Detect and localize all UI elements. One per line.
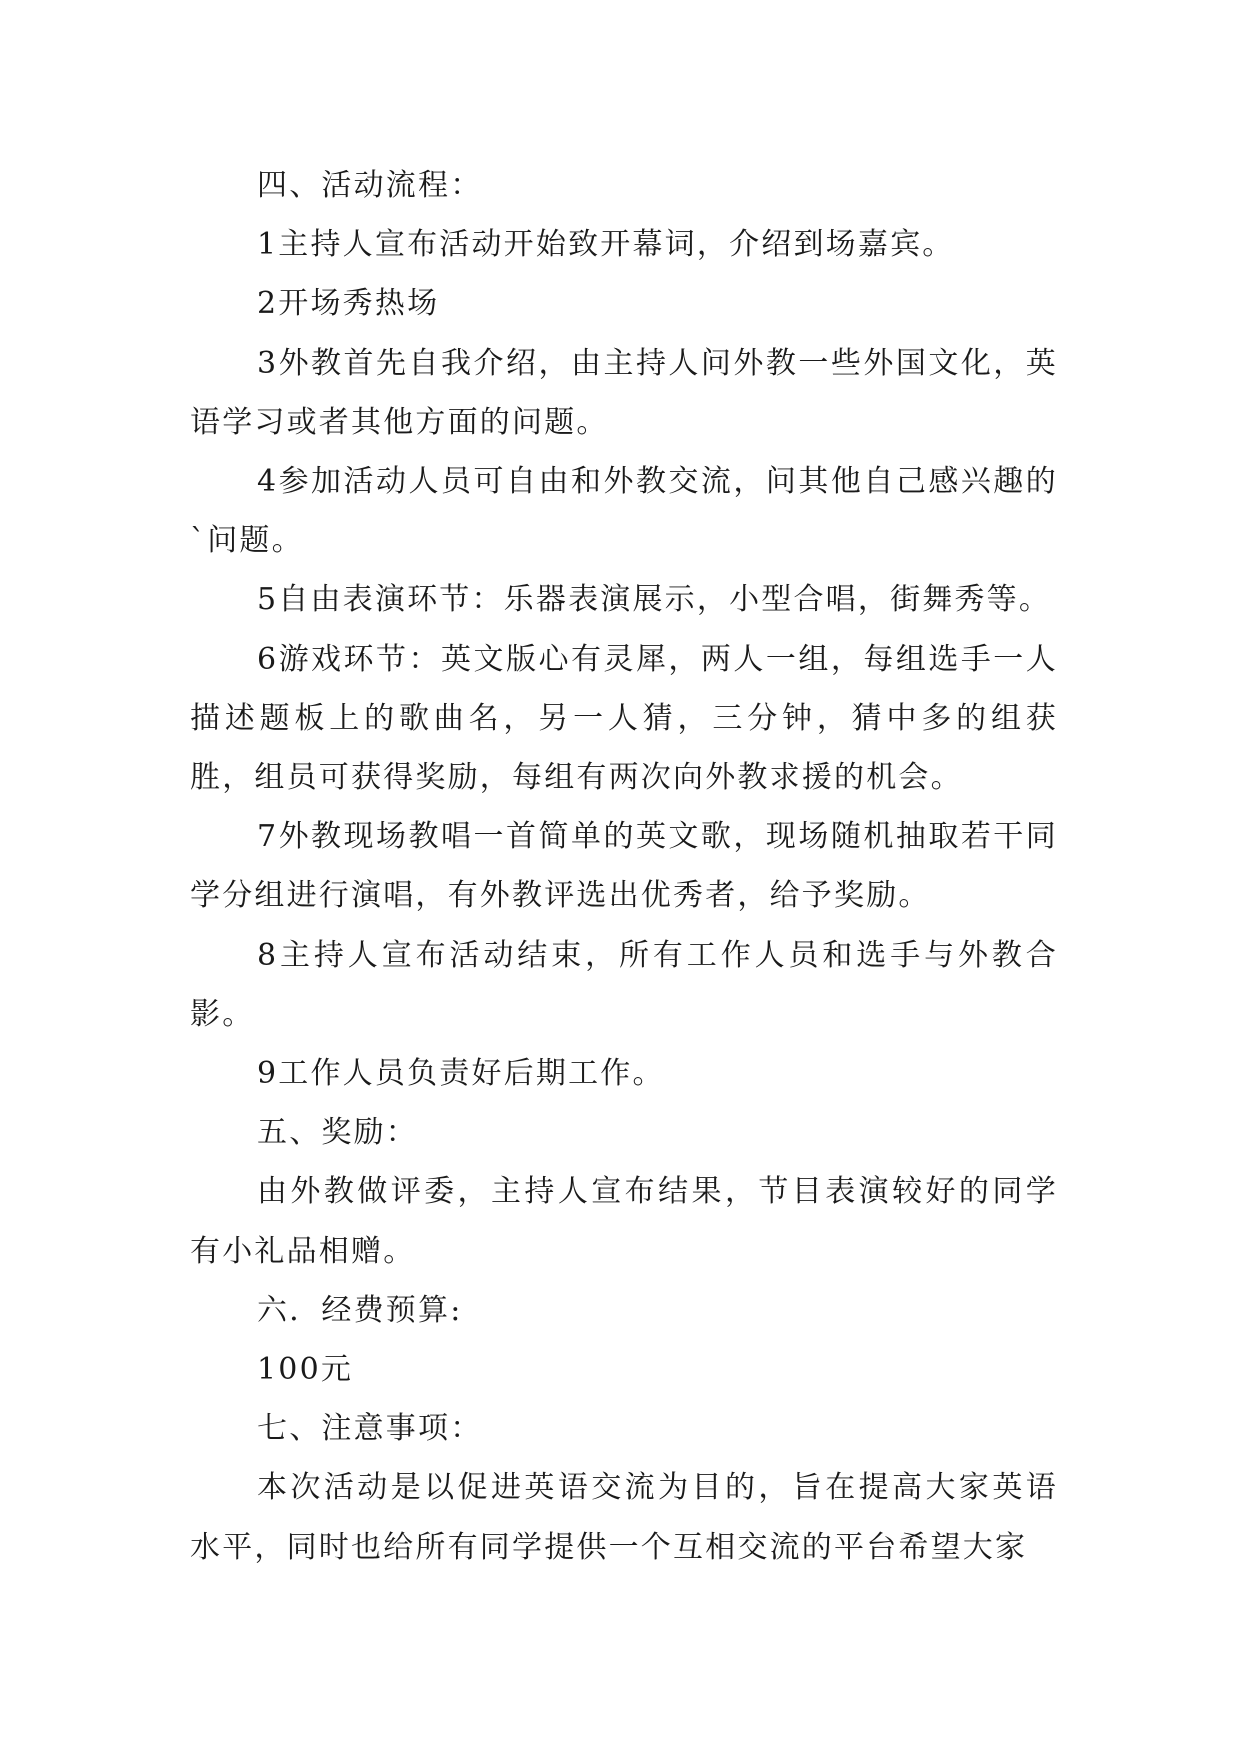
paragraph-step-9: 9工作人员负责好后期工作。 bbox=[257, 1056, 665, 1092]
document-body bbox=[190, 156, 1058, 1577]
paragraph-step-3: 3外教首先自我介绍，由主持人问外教一些外国文化，英语学习或者其他方面的问题。 bbox=[190, 345, 1058, 440]
paragraph-step-7: 7外教现场教唱一首简单的英文歌，现场随机抽取若干同学分组进行演唱，有外教评选出优秀者，给予奖励。 bbox=[190, 819, 1058, 914]
paragraph-rewards: 由外教做评委，主持人宣布结果，节目表演较好的同学有小礼品相赠。 bbox=[190, 1174, 1058, 1269]
paragraph-step-2: 2开场秀热场 bbox=[257, 286, 440, 322]
paragraph-budget-amount: 100元 bbox=[257, 1352, 354, 1388]
section-heading-notes: 七、注意事项： bbox=[257, 1411, 483, 1447]
paragraph-notes: 本次活动是以促进英语交流为目的，旨在提高大家英语水平，同时也给所有同学提供一个互相交流的平台希望大家 bbox=[190, 1470, 1058, 1565]
paragraph-step-8: 8主持人宣布活动结束，所有工作人员和选手与外教合影。 bbox=[190, 937, 1058, 1032]
paragraph-step-6: 6游戏环节：英文版心有灵犀，两人一组，每组选手一人描述题板上的歌曲名，另一人猜，三分钟，猜中多的组获胜，组员可获得奖励，每组有两次向外教求援的机会。 bbox=[190, 641, 1058, 796]
paragraph-step-5: 5自由表演环节：乐器表演展示，小型合唱，街舞秀等。 bbox=[257, 582, 1052, 618]
section-heading-budget: 六．经费预算: bbox=[257, 1292, 463, 1328]
paragraph-step-4: 4参加活动人员可自由和外教交流，问其他自己感兴趣的`问题。 bbox=[190, 464, 1058, 559]
section-heading-rewards: 五、奖励： bbox=[257, 1115, 418, 1151]
paragraph-step-1: 1主持人宣布活动开始致开幕词，介绍到场嘉宾。 bbox=[257, 227, 955, 263]
section-heading-activity-process: 四、活动流程： bbox=[257, 168, 483, 203]
